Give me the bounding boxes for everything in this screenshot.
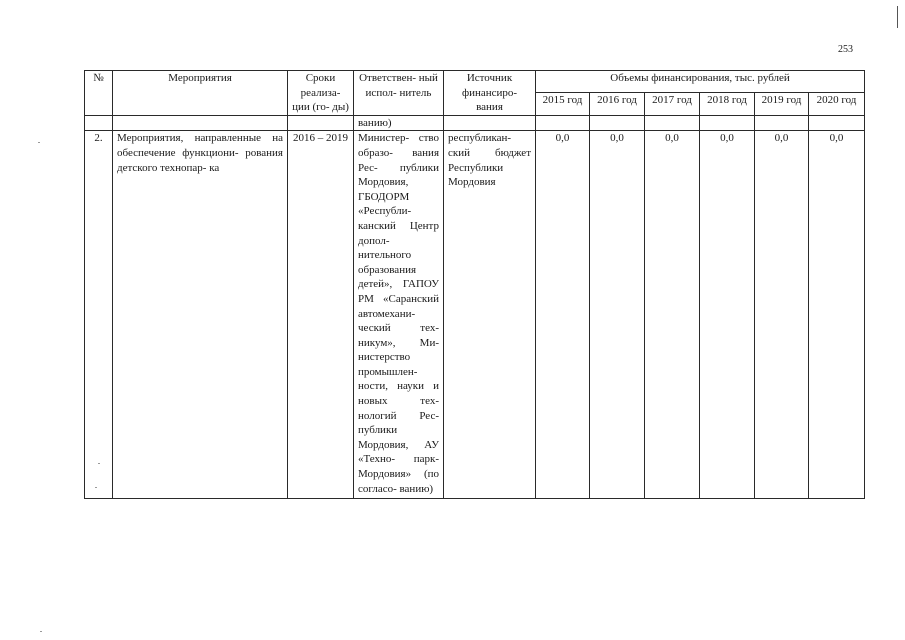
source-cell: республикан- ский бюджет Республики Мордовия bbox=[444, 131, 536, 499]
table-header-row bbox=[85, 71, 865, 93]
header-source: Источник финансиро- вания bbox=[444, 71, 536, 116]
table-cell bbox=[444, 115, 536, 131]
responsible-cell: Министер- ство образо- вания Рес- публики Мордовия, ГБОДОРМ «Республи- канский Центр допол- нительного образования детей», ГАПОУ РМ «Саранский автомехани- ческий тех- никум», Ми- нистерство промышлен- ности, науки и новых тех- нологий Рес- публики Мордовия, АУ «Техно- парк- Мордовия» (по согласо- ванию) bbox=[354, 131, 444, 499]
table-row bbox=[85, 131, 865, 499]
table-cell bbox=[288, 115, 354, 131]
table-cell bbox=[645, 115, 700, 131]
page-number: 253 bbox=[838, 44, 853, 55]
header-year-2017: 2017 год bbox=[645, 93, 700, 115]
continuation-responsible-cell: ванию) bbox=[354, 115, 444, 131]
value-2018-cell: 0,0 bbox=[700, 131, 755, 499]
header-activity: Мероприятия bbox=[113, 71, 288, 116]
row-number-cell: 2. bbox=[85, 131, 113, 499]
value-2019-cell: 0,0 bbox=[755, 131, 809, 499]
value-2016-cell: 0,0 bbox=[590, 131, 645, 499]
header-responsible: Ответствен- ный испол- нитель bbox=[354, 71, 444, 116]
table-cell bbox=[113, 115, 288, 131]
table-row bbox=[85, 115, 865, 131]
funding-table bbox=[84, 70, 865, 499]
header-year-2018: 2018 год bbox=[700, 93, 755, 115]
scan-speck bbox=[40, 631, 42, 632]
header-year-2016: 2016 год bbox=[590, 93, 645, 115]
table-cell bbox=[590, 115, 645, 131]
table-cell bbox=[700, 115, 755, 131]
table-cell bbox=[536, 115, 590, 131]
period-cell: 2016 – 2019 bbox=[288, 131, 354, 499]
value-2017-cell: 0,0 bbox=[645, 131, 700, 499]
scan-edge-mark bbox=[897, 6, 898, 28]
table-cell bbox=[809, 115, 865, 131]
header-funding-group: Объемы финансирования, тыс. рублей bbox=[536, 71, 865, 93]
header-year-2015: 2015 год bbox=[536, 93, 590, 115]
header-year-2019: 2019 год bbox=[755, 93, 809, 115]
activity-cell: Мероприятия, направленные на обеспечение функциони- рования детского технопар- ка bbox=[113, 131, 288, 499]
header-year-2020: 2020 год bbox=[809, 93, 865, 115]
table-cell bbox=[85, 115, 113, 131]
scan-speck bbox=[38, 142, 40, 143]
value-2015-cell: 0,0 bbox=[536, 131, 590, 499]
value-2020-cell: 0,0 bbox=[809, 131, 865, 499]
header-period: Сроки реализа- ции (го- ды) bbox=[288, 71, 354, 116]
table-cell bbox=[755, 115, 809, 131]
header-number: № bbox=[85, 71, 113, 116]
